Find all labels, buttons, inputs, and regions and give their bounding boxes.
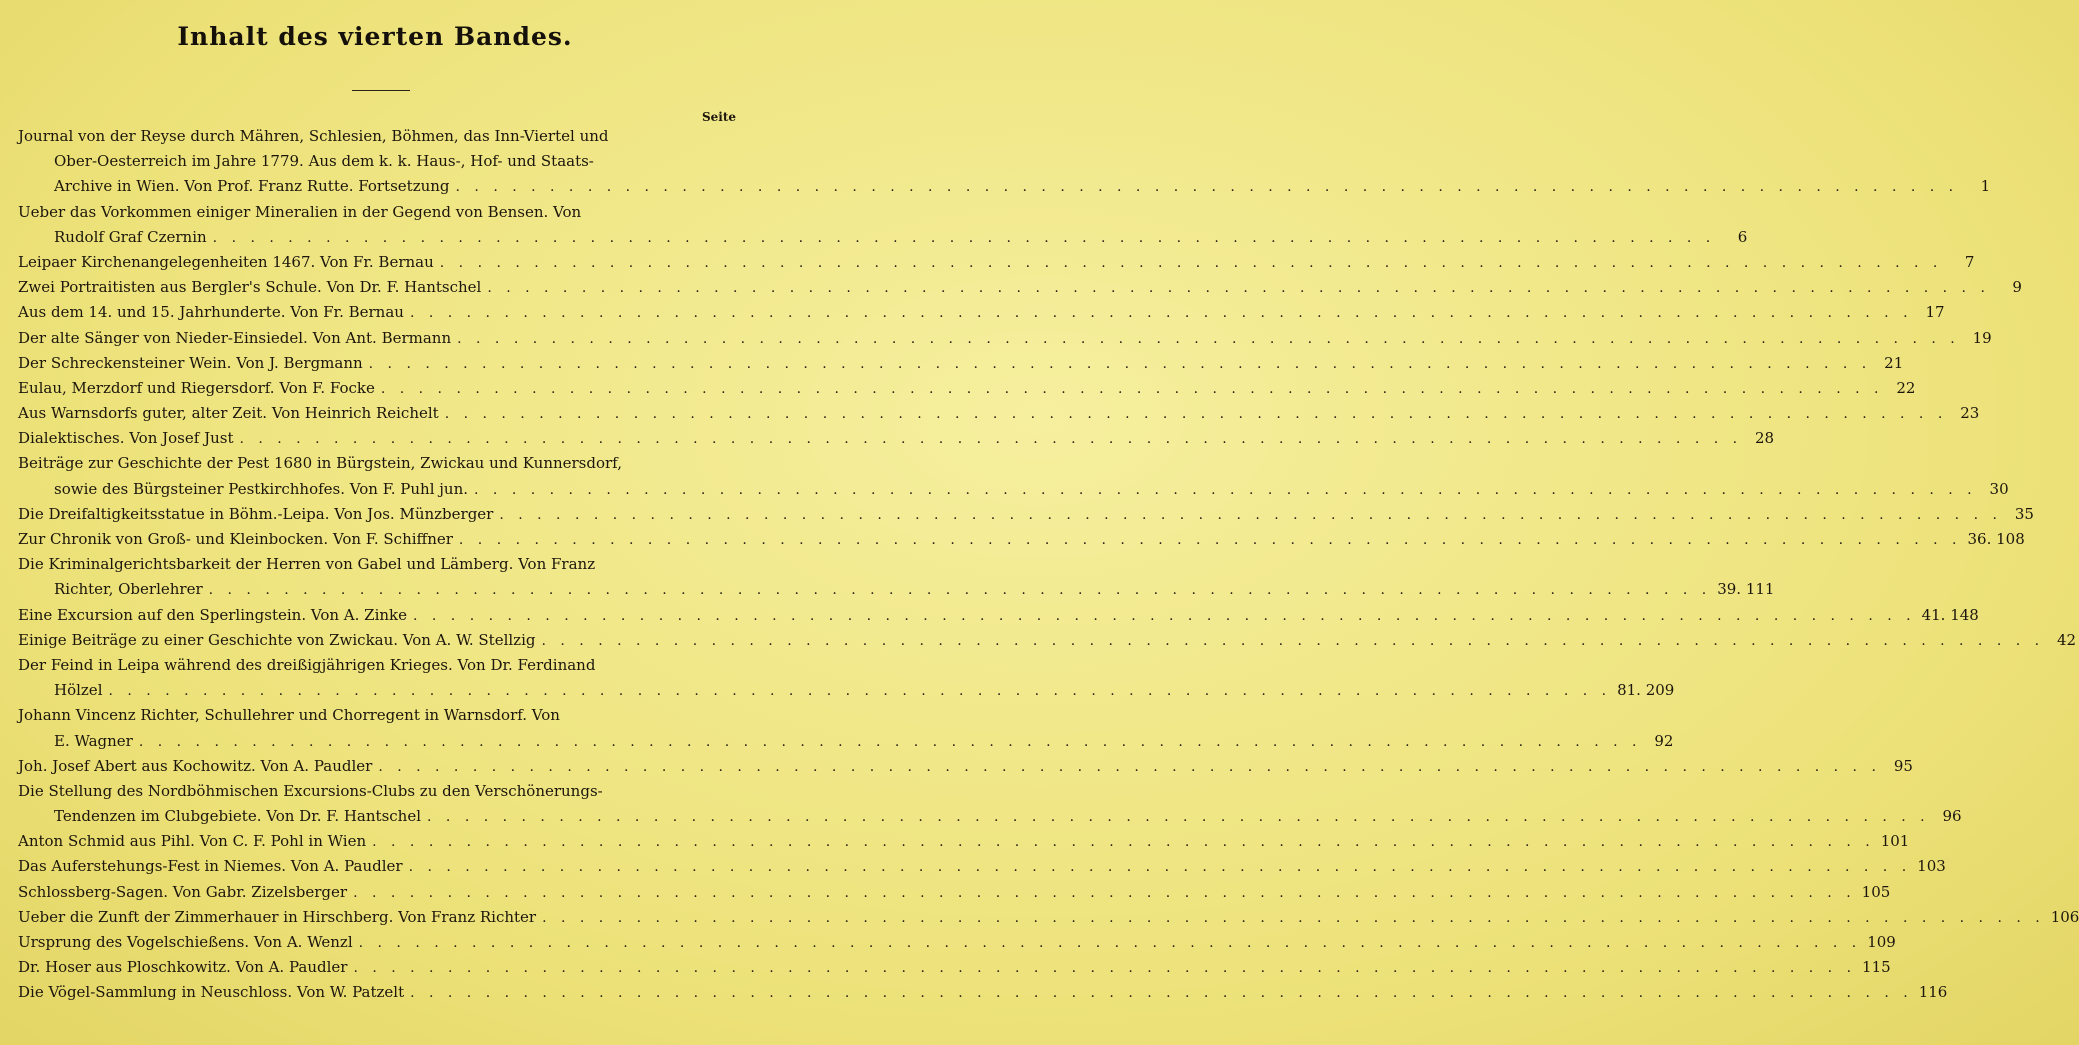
- toc-entry-line: [18, 376, 1916, 401]
- toc-entry-text: Eine Excursion auf den Sperlingstein. Von A. Zinke: [18, 605, 407, 624]
- toc-entry-text: E. Wagner: [54, 731, 133, 750]
- toc-entry-line: [18, 527, 2025, 552]
- dot-leader: . . . . . . . . . . . . . . . . . . . . . . . . . . . . . . . . . . . . . . . . . . . . . . . . . . . . . . . . . . . . . . . . . . . . . . . . . . . . . . . .: [541, 632, 2045, 649]
- toc-entry-line: [18, 451, 732, 476]
- toc-page-number: 96: [1942, 807, 1962, 826]
- dot-leader: . . . . . . . . . . . . . . . . . . . . . . . . . . . . . . . . . . . . . . . . . . . . . . . . . . . . . . . . . . . . . . . . . . . . . . . . . . . . . . . .: [372, 834, 1875, 851]
- toc-page-number: 1: [1980, 177, 1991, 196]
- toc-entry-text: Zur Chronik von Groß- und Kleinbocken. Von F. Schiffner: [18, 530, 453, 548]
- dot-leader: . . . . . . . . . . . . . . . . . . . . . . . . . . . . . . . . . . . . . . . . . . . . . . . . . . . . . . . . . . . . . . . . . . . . . . . . . . . . . . . .: [474, 481, 1977, 498]
- toc-entry-text: Die Stellung des Nordböhmischen Excursions-Clubs zu den Verschönerungs-: [18, 781, 603, 800]
- toc-page-number: 42: [2057, 630, 2077, 649]
- dot-leader: . . . . . . . . . . . . . . . . . . . . . . . . . . . . . . . . . . . . . . . . . . . . . . . . . . . . . . . . . . . . . . . . . . . . . . . . . . . . . . . .: [408, 859, 1912, 876]
- toc-entry-line: [18, 300, 1945, 325]
- toc-entry-text: Eulau, Merzdorf und Riegersdorf. Von F. Focke: [18, 378, 375, 397]
- toc-entry: [18, 603, 1979, 628]
- toc-entry-text: Die Dreifaltigkeitsstatue in Böhm.-Leipa. Von Jos. Münzberger: [18, 504, 494, 523]
- toc-entry-line: [18, 980, 1948, 1005]
- toc-entry-line: [18, 829, 1910, 854]
- toc-page-number: 22: [1896, 378, 1916, 397]
- dot-leader: . . . . . . . . . . . . . . . . . . . . . . . . . . . . . . . . . . . . . . . . . . . . . . . . . . . . . . . . . . . . . . . . . . . . . . . . . . . . . . . .: [358, 935, 1862, 951]
- page-column-header: Seite: [701, 110, 736, 124]
- toc-entry-line: [18, 804, 1962, 829]
- toc-entry-line: [18, 401, 1980, 426]
- toc-entry-line: [18, 703, 732, 728]
- dot-leader: . . . . . . . . . . . . . . . . . . . . . . . . . . . . . . . . . . . . . . . . . . . . . . . . . . . . . . . . . . . . . . . . . . . . . . . . . . . . . . . .: [439, 254, 1943, 271]
- toc-entry: [18, 854, 1946, 879]
- toc-entry: [18, 351, 1904, 376]
- toc-entry-line: [18, 426, 1775, 451]
- toc-entry-line: [18, 854, 1946, 879]
- toc-entry: [18, 628, 2077, 653]
- toc-entry-text: Die Vögel-Sammlung in Neuschloss. Von W. Patzelt: [18, 983, 405, 1002]
- toc-entry-text: Johann Vincenz Richter, Schullehrer und Chorregent in Warnsdorf. Von: [18, 706, 560, 725]
- toc-entry-text: Ueber die Zunft der Zimmerhauer in Hirschberg. Von Franz Richter: [18, 907, 537, 926]
- toc-entry: [18, 401, 1980, 426]
- page-title: Inhalt des vierten Bandes.: [177, 22, 573, 51]
- toc-entry-line: [18, 502, 2034, 527]
- toc-entry-line: [18, 779, 732, 804]
- toc-entry-line: [18, 552, 732, 577]
- toc-entry-text: Anton Schmid aus Pihl. Von C. F. Pohl in Wien: [18, 832, 367, 851]
- toc-entry-line: [18, 628, 2077, 653]
- toc-entry-text: Rudolf Graf Czernin: [54, 227, 207, 246]
- toc-entry: [18, 905, 2079, 930]
- toc-entry-line: [18, 275, 2022, 300]
- toc-entry-text: sowie des Bürgsteiner Pestkirchhofes. Von F. Puhl jun.: [54, 479, 469, 498]
- toc-entry: [18, 829, 1910, 854]
- toc-page-number: 81. 209: [1617, 681, 1675, 700]
- toc-entry-line: [18, 930, 1896, 955]
- toc-entry: [18, 200, 1748, 250]
- toc-entry-line: [18, 603, 1979, 628]
- toc-entry-line: [18, 729, 1674, 754]
- dot-leader: . . . . . . . . . . . . . . . . . . . . . . . . . . . . . . . . . . . . . . . . . . . . . . . . . . . . . . . . . . . . . . . . . . . . . . . . . . . . . . . .: [409, 305, 1913, 322]
- toc-entry-line: [18, 351, 1904, 376]
- toc-entry-line: [18, 225, 1748, 250]
- toc-entry-text: Joh. Josef Abert aus Kochowitz. Von A. Paudler: [18, 756, 373, 775]
- dot-leader: . . . . . . . . . . . . . . . . . . . . . . . . . . . . . . . . . . . . . . . . . . . . . . . . . . . . . . . . . . . . . . . . . . . . . . . . . . . . . . . .: [353, 884, 1856, 901]
- toc-entry-text: Dialektisches. Von Josef Just: [18, 429, 234, 448]
- toc-entry: [18, 930, 1896, 955]
- toc-entry-text: Das Auferstehungs-Fest in Niemes. Von A. Paudler: [18, 857, 403, 876]
- toc-entry-text: Dr. Hoser aus Ploschkowitz. Von A. Paudler: [18, 958, 348, 977]
- toc-entry: [18, 980, 1948, 1005]
- toc-entry: [18, 300, 1945, 325]
- dot-leader: . . . . . . . . . . . . . . . . . . . . . . . . . . . . . . . . . . . . . . . . . . . . . . . . . . . . . . . . . . . . . . . . . . . . . . . . . . . . . . . .: [455, 179, 1959, 196]
- toc-entry-line: [18, 955, 1891, 980]
- toc-page-number: 23: [1960, 404, 1980, 423]
- toc-entry-line: [18, 880, 1891, 905]
- toc-page-number: 95: [1893, 756, 1913, 775]
- dot-leader: . . . . . . . . . . . . . . . . . . . . . . . . . . . . . . . . . . . . . . . . . . . . . . . . . . . . . . . . . . . . . . . . . . . . . . . . . . . . . . . .: [542, 909, 2045, 926]
- toc-entry-line: [18, 477, 2009, 502]
- toc-entry-line: [18, 250, 1975, 275]
- toc-entry: [18, 376, 1916, 401]
- dot-leader: . . . . . . . . . . . . . . . . . . . . . . . . . . . . . . . . . . . . . . . . . . . . . . . . . . . . . . . . . . . . . . . . . . . . . . . . . . . . . . . .: [208, 582, 1712, 599]
- toc-entry-text: Richter, Oberlehrer: [54, 580, 203, 599]
- dot-leader: . . . . . . . . . . . . . . . . . . . . . . . . . . . . . . . . . . . . . . . . . . . . . . . . . . . . . . . . . . . . . . . . . . . . . . . . . . . . . . . .: [378, 758, 1881, 775]
- toc-entry-line: [18, 653, 732, 678]
- toc-page-number: 6: [1737, 227, 1748, 246]
- toc-page-number: 9: [2012, 278, 2022, 297]
- toc-entry-text: Ursprung des Vogelschießens. Von A. Wenzl: [18, 933, 353, 951]
- dot-leader: . . . . . . . . . . . . . . . . . . . . . . . . . . . . . . . . . . . . . . . . . . . . . . . . . . . . . . . . . . . . . . . . . . . . . . . . . . . . . . . .: [108, 683, 1612, 700]
- toc-entry-text: Zwei Portraitisten aus Bergler's Schule. Von Dr. F. Hantschel: [18, 278, 482, 297]
- toc-page-number: 19: [1972, 328, 1992, 347]
- toc-entry-line: [18, 174, 1991, 199]
- toc-entry-text: Aus dem 14. und 15. Jahrhunderte. Von Fr. Bernau: [18, 303, 404, 322]
- toc-entry: [18, 502, 2034, 527]
- table-of-contents: [18, 124, 2079, 1006]
- toc-page-number: 109: [1867, 933, 1896, 951]
- toc-entry-text: Journal von der Reyse durch Mähren, Schlesien, Böhmen, das Inn-Viertel und: [18, 127, 609, 145]
- toc-entry-text: Hölzel: [54, 681, 103, 700]
- toc-page-number: 92: [1654, 731, 1674, 750]
- toc-page-number: 21: [1884, 353, 1904, 372]
- toc-page-number: 115: [1862, 958, 1891, 977]
- toc-entry-text: Ueber das Vorkommen einiger Mineralien in der Gegend von Bensen. Von: [18, 202, 582, 221]
- toc-entry: [18, 250, 1975, 275]
- dot-leader: . . . . . . . . . . . . . . . . . . . . . . . . . . . . . . . . . . . . . . . . . . . . . . . . . . . . . . . . . . . . . . . . . . . . . . . . . . . . . . . .: [380, 380, 1884, 397]
- toc-page-number: 35: [2014, 504, 2034, 523]
- toc-page-number: 28: [1754, 429, 1775, 448]
- toc-page-number: 17: [1925, 303, 1945, 322]
- toc-entry-text: Leipaer Kirchenangelegenheiten 1467. Von Fr. Bernau: [18, 252, 434, 271]
- toc-entry: [18, 653, 1675, 703]
- dot-leader: . . . . . . . . . . . . . . . . . . . . . . . . . . . . . . . . . . . . . . . . . . . . . . . . . . . . . . . . . . . . . . . . . . . . . . . . . . . . . . . .: [458, 532, 1962, 548]
- toc-entry: [18, 426, 1775, 451]
- toc-entry-text: Der Schreckensteiner Wein. Von J. Bergmann: [18, 353, 363, 372]
- toc-entry-line: [18, 577, 1775, 602]
- toc-entry-line: [18, 678, 1675, 703]
- toc-page-number: 101: [1880, 832, 1910, 851]
- dot-leader: . . . . . . . . . . . . . . . . . . . . . . . . . . . . . . . . . . . . . . . . . . . . . . . . . . . . . . . . . . . . . . . . . . . . . . . . . . . . . . . .: [353, 960, 1857, 977]
- toc-entry-text: Einige Beiträge zu einer Geschichte von Zwickau. Von A. W. Stellzig: [18, 630, 536, 649]
- dot-leader: . . . . . . . . . . . . . . . . . . . . . . . . . . . . . . . . . . . . . . . . . . . . . . . . . . . . . . . . . . . . . . . . . . . . . . . . . . . . . . . .: [427, 809, 1930, 826]
- toc-entry: [18, 124, 1991, 200]
- toc-entry-text: Der Feind in Leipa während des dreißigjährigen Krieges. Von Dr. Ferdinand: [18, 655, 596, 674]
- toc-entry-text: Beiträge zur Geschichte der Pest 1680 in Bürgstein, Zwickau und Kunnersdorf,: [18, 454, 622, 473]
- title-divider: [352, 90, 410, 91]
- toc-entry: [18, 880, 1891, 905]
- toc-page-number: 36. 108: [1967, 530, 2025, 548]
- toc-page-number: 30: [1989, 479, 2009, 498]
- toc-page-number: 106: [2050, 907, 2079, 926]
- toc-entry-line: [18, 905, 2079, 930]
- dot-leader: . . . . . . . . . . . . . . . . . . . . . . . . . . . . . . . . . . . . . . . . . . . . . . . . . . . . . . . . . . . . . . . . . . . . . . . . . . . . . . . .: [444, 406, 1948, 423]
- toc-entry: [18, 451, 2009, 501]
- dot-leader: . . . . . . . . . . . . . . . . . . . . . . . . . . . . . . . . . . . . . . . . . . . . . . . . . . . . . . . . . . . . . . . . . . . . . . . . . . . . . . . .: [457, 330, 1960, 347]
- toc-entry-line: [18, 754, 1913, 779]
- toc-entry: [18, 955, 1891, 980]
- toc-entry-text: Aus Warnsdorfs guter, alter Zeit. Von Heinrich Reichelt: [18, 404, 439, 423]
- toc-entry-text: Schlossberg-Sagen. Von Gabr. Zizelsberger: [18, 882, 348, 901]
- toc-page-number: 103: [1917, 857, 1946, 876]
- toc-page-number: 7: [1964, 252, 1975, 271]
- dot-leader: . . . . . . . . . . . . . . . . . . . . . . . . . . . . . . . . . . . . . . . . . . . . . . . . . . . . . . . . . . . . . . . . . . . . . . . . . . . . . . . .: [368, 355, 1872, 372]
- toc-entry-line: [18, 124, 732, 149]
- toc-page-number: 41. 148: [1921, 605, 1979, 624]
- toc-entry-text: Ober-Oesterreich im Jahre 1779. Aus dem k. k. Haus-, Hof- und Staats-: [54, 152, 594, 171]
- toc-page-number: 116: [1918, 983, 1948, 1002]
- dot-leader: . . . . . . . . . . . . . . . . . . . . . . . . . . . . . . . . . . . . . . . . . . . . . . . . . . . . . . . . . . . . . . . . . . . . . . . . . . . . . . . .: [212, 229, 1716, 246]
- toc-entry-line: [18, 200, 732, 225]
- toc-entry: [18, 552, 1775, 602]
- dot-leader: . . . . . . . . . . . . . . . . . . . . . . . . . . . . . . . . . . . . . . . . . . . . . . . . . . . . . . . . . . . . . . . . . . . . . . . . . . . . . . . .: [138, 733, 1642, 750]
- toc-entry: [18, 275, 2022, 300]
- toc-entry-text: Der alte Sänger von Nieder-Einsiedel. Von Ant. Bermann: [18, 328, 452, 347]
- dot-leader: . . . . . . . . . . . . . . . . . . . . . . . . . . . . . . . . . . . . . . . . . . . . . . . . . . . . . . . . . . . . . . . . . . . . . . . . . . . . . . . .: [499, 506, 2002, 523]
- toc-entry: [18, 326, 1992, 351]
- toc-page-number: 39. 111: [1717, 580, 1775, 599]
- toc-entry-line: [18, 149, 732, 174]
- toc-entry: [18, 703, 1674, 753]
- dot-leader: . . . . . . . . . . . . . . . . . . . . . . . . . . . . . . . . . . . . . . . . . . . . . . . . . . . . . . . . . . . . . . . . . . . . . . . . . . . . . . . .: [239, 431, 1743, 448]
- toc-page-number: 105: [1861, 882, 1891, 901]
- dot-leader: . . . . . . . . . . . . . . . . . . . . . . . . . . . . . . . . . . . . . . . . . . . . . . . . . . . . . . . . . . . . . . . . . . . . . . . . . . . . . . . .: [410, 985, 1913, 1002]
- toc-entry-text: Tendenzen im Clubgebiete. Von Dr. F. Hantschel: [54, 807, 422, 826]
- toc-entry: [18, 754, 1913, 779]
- toc-entry: [18, 779, 1962, 829]
- toc-entry-text: Die Kriminalgerichtsbarkeit der Herren von Gabel und Lämberg. Von Franz: [18, 555, 596, 574]
- dot-leader: . . . . . . . . . . . . . . . . . . . . . . . . . . . . . . . . . . . . . . . . . . . . . . . . . . . . . . . . . . . . . . . . . . . . . . . . . . . . . . . .: [487, 280, 1990, 297]
- toc-entry: [18, 527, 2025, 552]
- toc-entry-text: Archive in Wien. Von Prof. Franz Rutte. Fortsetzung: [54, 177, 450, 196]
- dot-leader: . . . . . . . . . . . . . . . . . . . . . . . . . . . . . . . . . . . . . . . . . . . . . . . . . . . . . . . . . . . . . . . . . . . . . . . . . . . . . . . .: [413, 607, 1916, 624]
- toc-entry-line: [18, 326, 1992, 351]
